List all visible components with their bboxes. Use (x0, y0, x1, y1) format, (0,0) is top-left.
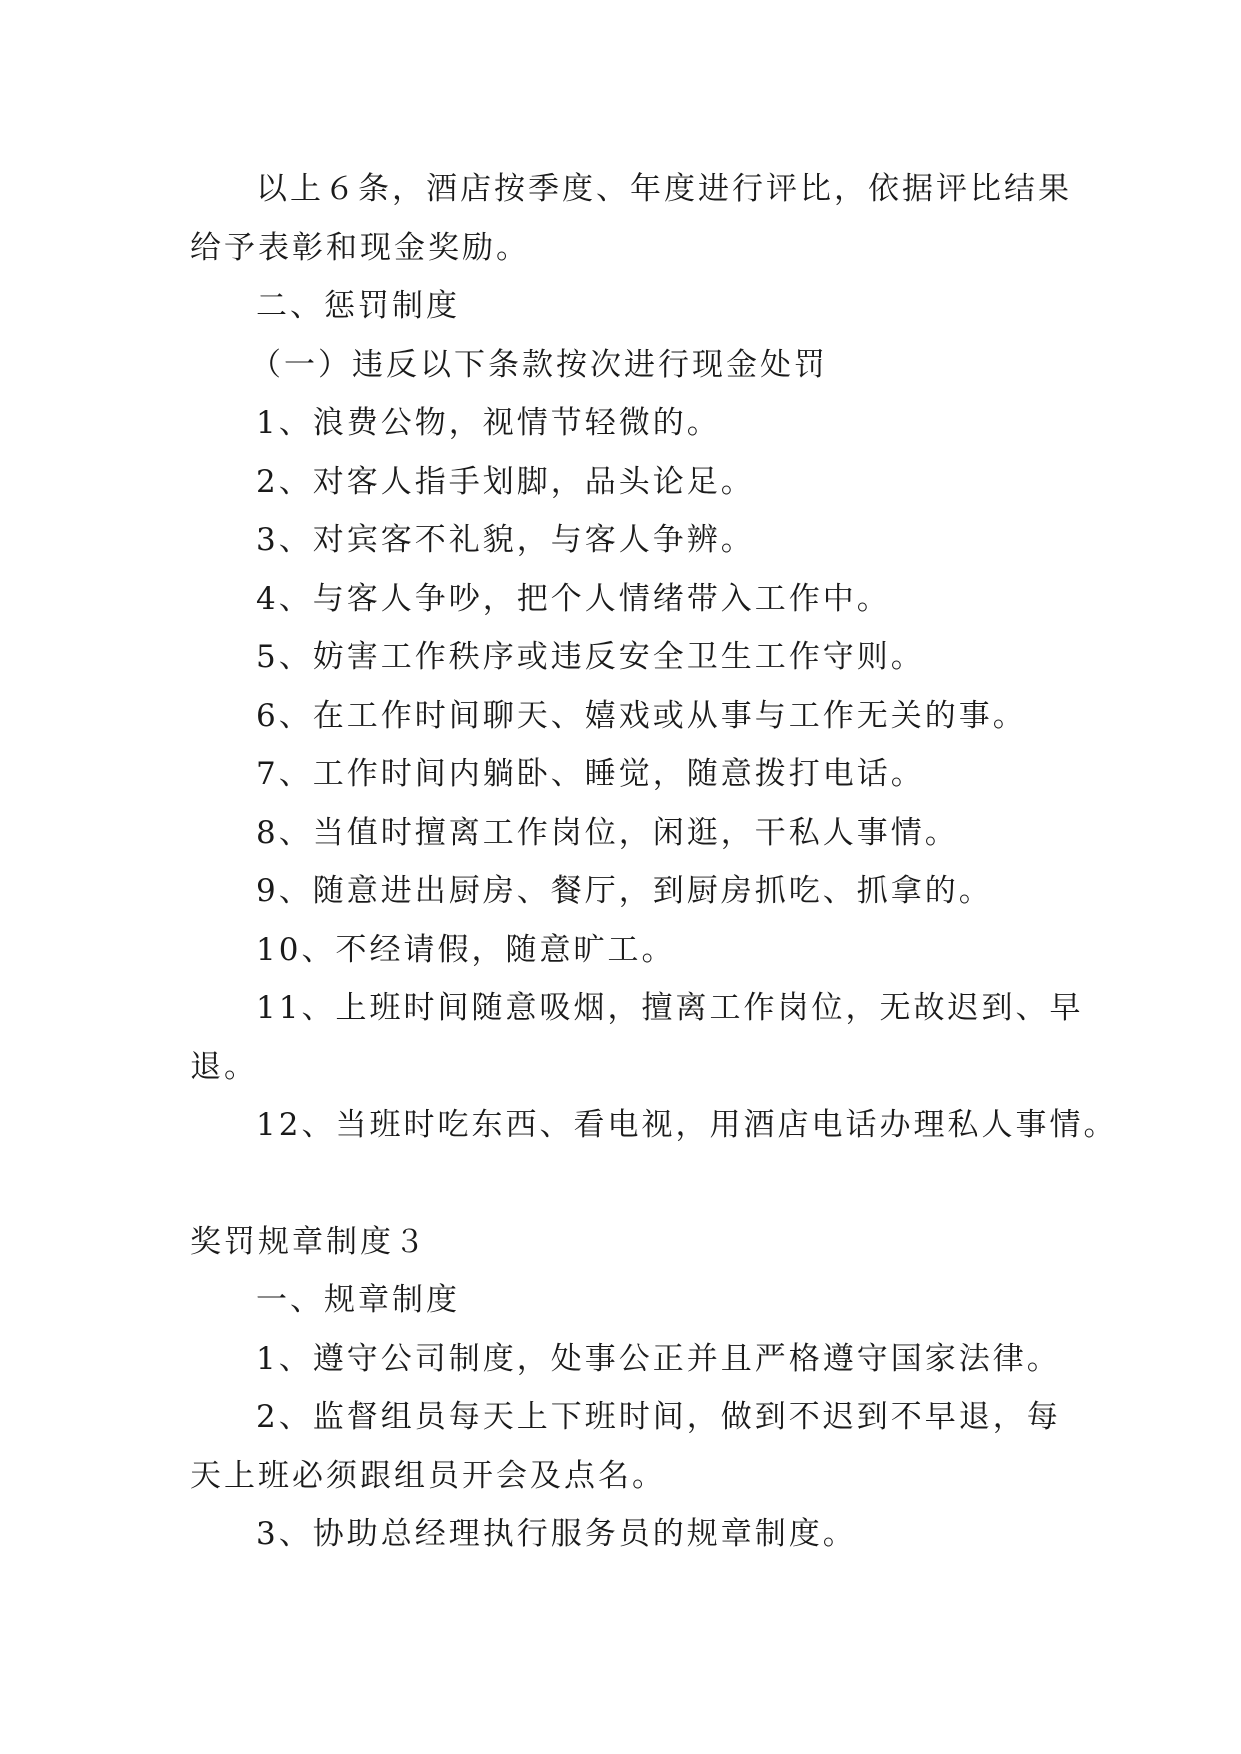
list-item: 5、妨害工作秩序或违反安全卫生工作守则。 (256, 639, 925, 675)
section-heading: 一、规章制度 (256, 1282, 460, 1318)
list-item: 3、对宾客不礼貌，与客人争辨。 (256, 522, 755, 558)
list-item: 7、工作时间内躺卧、睡觉，随意拨打电话。 (256, 756, 925, 792)
list-item: 1、遵守公司制度，处事公正并且严格遵守国家法律。 (256, 1340, 1061, 1377)
list-item: 11、上班时间随意吸烟，擅离工作岗位，无故迟到、早 (256, 990, 1084, 1026)
section-heading: 二、惩罚制度 (256, 288, 460, 324)
list-item: 3、协助总经理执行服务员的规章制度。 (256, 1516, 857, 1552)
list-item: 2、监督组员每天上下班时间，做到不迟到不早退，每 (256, 1399, 1061, 1435)
list-item: 9、随意进出厨房、餐厅，到厨房抓吃、抓拿的。 (256, 873, 993, 909)
list-item: 4、与客人争吵，把个人情绪带入工作中。 (256, 580, 891, 617)
list-item-continuation: 退。 (190, 1048, 258, 1085)
list-item: 1、浪费公物，视情节轻微的。 (256, 405, 721, 441)
spacer (190, 1155, 1050, 1213)
document-page (190, 160, 1118, 1564)
list-item: 8、当值时擅离工作岗位，闲逛，干私人事情。 (256, 814, 959, 851)
list-item: 6、在工作时间聊天、嬉戏或从事与工作无关的事。 (256, 697, 1027, 734)
list-item: 10、不经请假，随意旷工。 (256, 931, 676, 968)
paragraph-line: 以上６条，酒店按季度、年度进行评比，依据评比结果 (256, 171, 1072, 207)
list-item: 12、当班时吃东西、看电视，用酒店电话办理私人事情。 (256, 1107, 1118, 1143)
list-item: 2、对客人指手划脚，品头论足。 (256, 463, 755, 500)
list-item-continuation: 天上班必须跟组员开会及点名。 (190, 1457, 666, 1494)
sub-heading: （一）违反以下条款按次进行现金处罚 (250, 346, 828, 383)
paragraph-line: 给予表彰和现金奖励。 (190, 229, 530, 266)
section-title: 奖罚规章制度３ (190, 1223, 428, 1260)
